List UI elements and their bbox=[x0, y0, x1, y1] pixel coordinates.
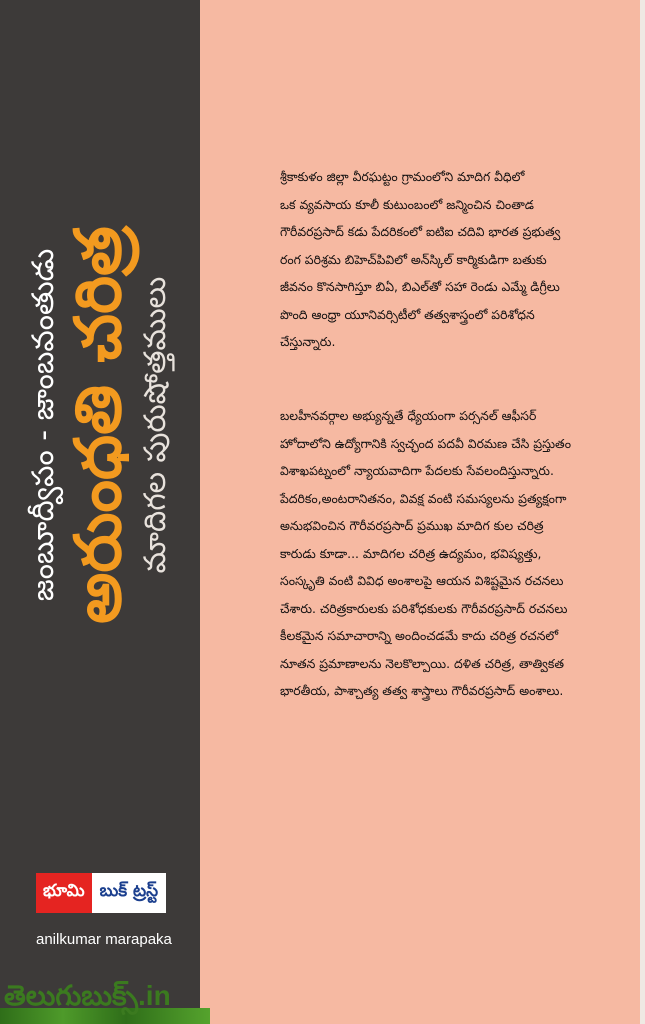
blurb-line: అనుభవించిన గౌరీవరప్రసాద్ ప్రముఖ మాదిగ కుల చరిత్ర bbox=[280, 518, 544, 533]
site-watermark: తెలుగుబుక్స్.in bbox=[4, 980, 171, 1011]
spine-series-label: జంబూద్వీపం - జాంబవంతుడు bbox=[26, 248, 62, 602]
publisher-logo bbox=[36, 873, 166, 913]
blurb-line: పేదరికం,అంటరానితనం, వివక్ష వంటి సమస్యలను ప్రత్యక్షంగా bbox=[280, 490, 567, 506]
publisher-name-part2: బుక్ ట్రస్ట్ bbox=[92, 873, 166, 913]
blurb-line: గౌరీవరప్రసాద్ కడు పేదరికంలో ఐటిఐ చదివి భారత ప్రభుత్వ bbox=[280, 224, 561, 239]
spine-title-block bbox=[5, 45, 195, 805]
blurb-paragraph-1 bbox=[280, 163, 632, 356]
publisher-name-part1: భూమి bbox=[36, 873, 92, 913]
spine-book-title: అరుంధతి చరిత్ర bbox=[62, 226, 137, 624]
blurb-line: రంగ పరిశ్రమ బిహెచ్‌పివిలో అన్‌స్కిల్ కార్మికుడిగా బతుకు bbox=[280, 251, 547, 267]
cover-spine bbox=[0, 0, 200, 1024]
blurb-line: చేస్తున్నారు. bbox=[280, 334, 336, 349]
blurb-line: హోదాలోని ఉద్యోగానికి స్వచ్ఛంద పదవీ విరమణ చేసి ప్రస్తుతం bbox=[280, 435, 571, 451]
blurb-line: నూతన ప్రమాణాలను నెలకొల్పాయి. దళిత చరిత్ర, తాత్వికత bbox=[280, 655, 564, 671]
blurb-line: శ్రీకాకుళం జిల్లా వీరఘట్టం గ్రామంలోని మాదిగ వీధిలో bbox=[280, 169, 525, 184]
blurb-line: ఒక వ్యవసాయ కూలీ కుటుంబంలో జన్మించిన చింతాడ bbox=[280, 196, 534, 212]
blurb-paragraph-2 bbox=[280, 402, 632, 705]
blurb-line: భారతీయ, పాశ్చాత్య తత్వ శాస్త్రాలు గౌరీవరప్రసాద్ అంశాలు. bbox=[280, 683, 564, 698]
blurb-line: విశాఖపట్నంలో న్యాయవాదిగా పేదలకు సేవలందిస్తున్నారు. bbox=[280, 463, 554, 478]
blurb-line: సంస్కృతి వంటి వివిధ అంశాలపై ఆయన విశిష్టమైన రచనలు bbox=[280, 573, 564, 588]
blurb-line: కీలకమైన సమాచారాన్ని అందించడమే కాదు చరిత్ర రచనలో bbox=[280, 628, 559, 643]
blurb-line: పొంది ఆంధ్రా యూనివర్సిటీలో తత్వశాస్త్రంలో పరిశోధన bbox=[280, 306, 535, 322]
blurb-line: కారుడు కూడా... మాదిగల చరిత్ర ఉద్యమం, భవిష్యత్తు, bbox=[280, 545, 542, 561]
blurb-line: జీవనం కొనసాగిస్తూ బిఏ, బిఎల్‌తో సహా రెండు ఎమ్మే డిగ్రీలు bbox=[280, 279, 560, 294]
spine-author-name: మాదిగల పురుషోత్తములు bbox=[137, 276, 173, 574]
blurb-line: బలహీనవర్గాల అభ్యున్నతే ధ్యేయంగా పర్సనల్ ఆఫీసర్ bbox=[280, 408, 537, 423]
blurb-line: చేశారు. చరిత్రకారులకు పరిశోధకులకు గౌరీవరప్రసాద్ రచనలు bbox=[280, 600, 568, 616]
cover-design-credit: anilkumar marapaka bbox=[36, 931, 172, 948]
cover-edge bbox=[640, 0, 645, 1024]
